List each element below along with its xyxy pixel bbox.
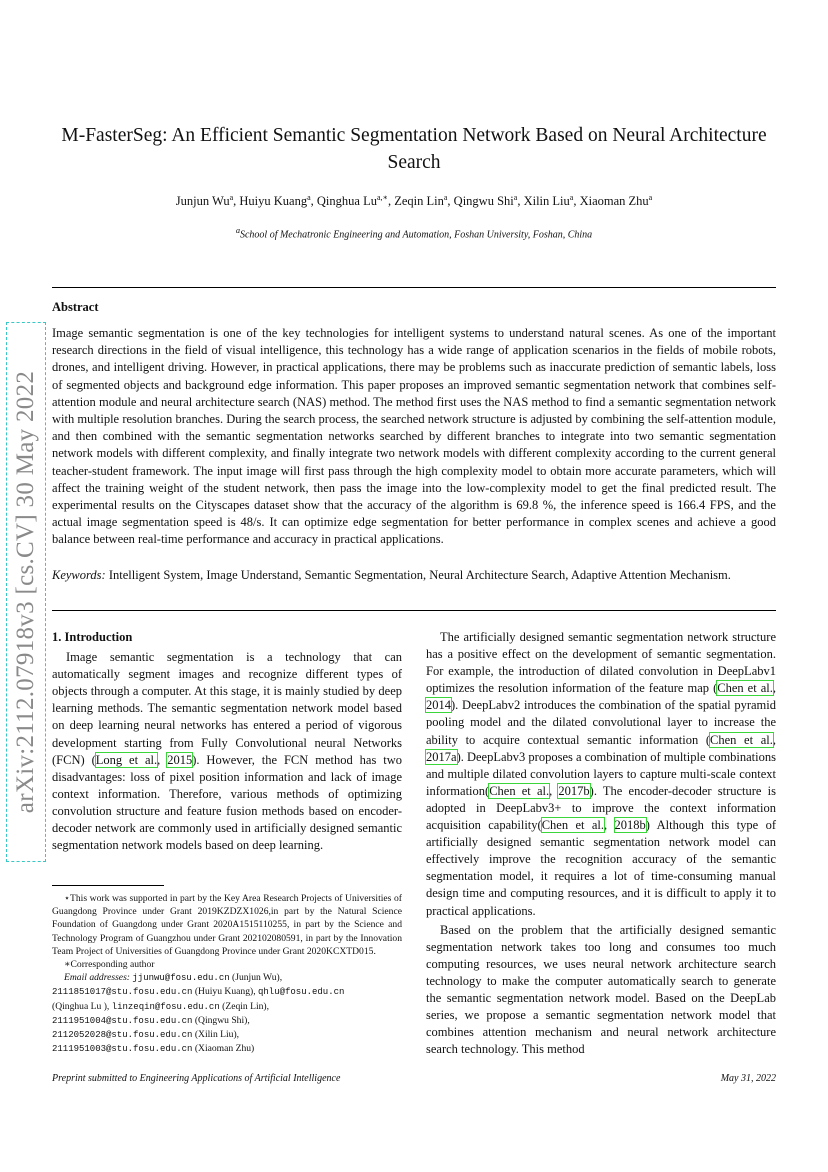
- email-owner: (Junjun Wu),: [232, 972, 283, 984]
- author: Qinghua Lu: [316, 194, 377, 208]
- email-line: [52, 1000, 402, 1014]
- citation-link[interactable]: 2017b: [558, 783, 590, 798]
- footnotes: [52, 892, 402, 1056]
- paper-title: M-FasterSeg: An Efficient Semantic Segmentation Network Based on Neural Architecture Search: [61, 125, 767, 173]
- citation-sep: ,: [157, 752, 168, 767]
- paragraph-text: ). DeepLabv2 introduces the combination of the spatial pyramid pooling model and the dilated convolutional layer to increase the ability to acquire contextual semantic information (: [426, 698, 776, 747]
- paragraph-text: The artificially designed semantic segmentation network structure has a positive effect on the development of semantic segmentation. For example, the introduction of dilated convolution in DeepLabv1 optimizes the resolution information of the feature map (: [426, 630, 776, 696]
- footnote-text: Corresponding author: [70, 959, 155, 971]
- keywords-label: Keywords:: [52, 568, 106, 582]
- email-owner: (Xilin Liu),: [194, 1029, 240, 1041]
- paragraph-text: Image semantic segmentation is a technology that can automatically segment images and recognize different types of objects through a computer. At this stage, it is mainly studied by deep learning methods. The semantic segmentation network model based on deep learning neural networks has entered a period of vigorous development starting from Fully Convolutional neural Networks (FCN) (: [52, 650, 402, 767]
- abstract-heading: Abstract: [52, 300, 99, 314]
- email-link[interactable]: 2111951003@stu.fosu.edu.cn: [52, 1044, 193, 1055]
- citation-link[interactable]: [96, 753, 157, 767]
- citation-link[interactable]: 2017a: [426, 749, 457, 764]
- corresponding-footnote: [52, 958, 402, 971]
- author-mark: a: [648, 192, 653, 202]
- affiliation: [40, 223, 788, 243]
- citation-link[interactable]: Chen et al.: [541, 818, 605, 833]
- footer-date: May 31, 2022: [720, 1073, 776, 1084]
- email-owner: (Zeqin Lin),: [222, 1000, 270, 1012]
- author-mark: a: [443, 192, 448, 202]
- email-line: [52, 985, 402, 999]
- email-owner: (Huiyu Kuang),: [194, 986, 256, 998]
- author-list: Junjun Wu$^a$, Huiyu Kuang$^a$, Qinghua $Lu^{a,∗}$, Zeqin Lin$^a$, Qingwu Shi$^a$, Xilin Liu$^a$, Xiaoman Zhu$^a$: [175, 192, 653, 208]
- email-line: [52, 1014, 402, 1028]
- author: Junjun Wu: [175, 194, 230, 208]
- intro-paragraph: [52, 649, 402, 854]
- paragraph-text: ). The encoder-decoder structure is adopted in DeepLabv3+ to improve the context information acquisition capability(: [426, 783, 776, 833]
- citation-year: 2015: [167, 752, 193, 767]
- author-mark: a: [229, 192, 234, 202]
- author-mark: a: [513, 192, 518, 202]
- arxiv-stamp[interactable]: arXiv:2112.07918v3 [cs.CV] 30 May 2022: [12, 370, 39, 814]
- keywords-text: Intelligent System, Image Understand, Semantic Segmentation, Neural Architecture Search, Adaptive Attention Mechanism.: [108, 568, 731, 582]
- paragraph-text: ) Although this type of artificially designed semantic segmentation network model can effectively improve the recognition accuracy of the semantic segmentation model, it requires a lot of time-consuming manual design time and computing resources, and it is difficult to apply it to practical applications.: [426, 818, 776, 918]
- preprint-footer: Preprint submitted to Engineering Applications of Artificial Intelligence: [52, 1073, 341, 1084]
- email-link[interactable]: 2111851017@stu.fosu.edu.cn: [52, 987, 193, 998]
- author: Xiaoman Zhu: [579, 194, 649, 208]
- paragraph-text: ). However, the FCN method has two disadvantages: loss of pixel position information and lack of image context information. Therefore, various methods of optimizing convolution structure and feature fusion methods based on encoder-decoder network are commonly used in artificially designed semantic segmentation network models based on deep learning.: [52, 752, 402, 853]
- author-mark: a,∗: [376, 192, 388, 202]
- email-link[interactable]: qhlu@fosu.edu.cn: [258, 987, 345, 998]
- footnote-rule: [52, 885, 164, 886]
- email-line: [52, 1028, 402, 1042]
- footnote-text: This work was supported in part by the Key Area Research Projects of Universities of Guangdong Province under Grant 2019KZDZX1026,in part by the Natural Science Foundation of Guangdong under Grant 2020A1515110255, in part by the Science and Technology Program of Guangzhou under Grant 202102080591, in part by the Innovation Team Project of Universities of Guangdong Province under Grant 2020KCXTD015.: [52, 893, 402, 957]
- author: Huiyu Kuang: [239, 194, 308, 208]
- top-rule: [52, 287, 776, 288]
- affiliation-mark: a: [235, 226, 240, 235]
- paragraph: Based on the problem that the artificially designed semantic segmentation network takes too long and consumes too much computing resources, we uses neural network architecture search technology to make the computer automatically search to generate the semantic segmentation network model. Based on the DeepLab series, we propose a semantic segmentation network model that combines attention mechanism and neural network architecture search technology. This method: [426, 922, 776, 1057]
- citation-link[interactable]: [167, 753, 192, 767]
- citation-link[interactable]: Chen et al.: [489, 783, 550, 798]
- author-mark: a: [569, 192, 574, 202]
- right-column: [426, 629, 776, 1058]
- left-column: [52, 629, 402, 854]
- footnote-star: ⋆: [64, 893, 71, 904]
- citation-author: Long et al.: [95, 752, 158, 767]
- author: Xilin Liu: [523, 194, 570, 208]
- citation-link[interactable]: Chen et al.: [710, 732, 773, 747]
- author-mark: a: [307, 192, 311, 202]
- author: Zeqin Lin: [394, 194, 444, 208]
- email-line: [52, 1042, 402, 1056]
- email-link[interactable]: 2112052028@stu.fosu.edu.cn: [52, 1030, 193, 1041]
- author: Qingwu Shi: [453, 194, 514, 208]
- citation-link[interactable]: 2014: [426, 698, 451, 713]
- email-owner: (Qinghua Lu ),: [52, 1000, 110, 1012]
- email-owner: (Xiaoman Zhu): [194, 1043, 255, 1055]
- email-footnote: [52, 971, 402, 985]
- email-owner: (Qingwu Shi),: [194, 1014, 250, 1026]
- email-link[interactable]: jjunwu@fosu.edu.cn: [132, 973, 230, 984]
- footnote-mark: ∗: [64, 959, 71, 971]
- citation-link[interactable]: Chen et al.: [717, 681, 773, 696]
- email-label: Email addresses:: [64, 972, 130, 984]
- abstract-text: Image semantic segmentation is one of the key technologies for intelligent systems to understand natural scenes. As one of the important research directions in the field of visual intelligence, this technology has a wide range of application scenarios in the fields of mobile robots, drones, and intelligent driving. However, in practical applications, there may be problems such as inaccurate prediction of semantic labels, loss of segmented objects and background edge information. This paper proposes an improved semantic segmentation network that combines self-attention module and neural architecture search (NAS) method. The method first uses the NAS method to find a semantic segmentation network with multiple resolution branches. During the search process, the searched network structure is adjusted by combining the self-attention module, and then combined with the semantic segmentation networks searched by different branches to integrate into two semantic segmentation network models with different complexity, and finally integrate two network models with different complexity according to the current general teacher-student framework. The input image will first pass through the high complexity model to obtain more accurate parameters, which will affect the training weight of the student network, then pass the image into the low-complexity model to get the final predicted result. The experimental results on the Cityscapes dataset show that the accuracy of the algorithm is 69.8 %, the inference speed is 166.4 FPS, and the actual image segmentation speed is 48/s. It can optimize edge segmentation for better performance in complex scenes and achieve a good balance between real-time performance and accuracy in practical applications.: [52, 326, 776, 547]
- section-heading: 1. Introduction: [52, 630, 133, 644]
- paragraph-text: ). DeepLabv3 proposes a combination of multiple combinations and multiple dilated convolution layers to capture multi-scale context information(: [426, 749, 776, 798]
- email-link[interactable]: linzeqin@fosu.edu.cn: [111, 1001, 220, 1012]
- affiliation-text: School of Mechatronic Engineering and Automation, Foshan University, Foshan, China: [239, 229, 593, 241]
- paragraph: The artificially designed semantic segmentation network structure has a positive effect on the development of semantic segmentation. For example, the introduction of dilated convolution in DeepLabv1 optimizes the resolution information of the feature map (Chen et al., 2014). DeepLabv2 introduces the combination of the spatial pyramid pooling model and the dilated convolutional layer to increase the ability to acquire contextual semantic information (Chen et al., 2017a). DeepLabv3 proposes a combination of multiple combinations and multiple dilated convolution layers to capture multi-scale context information(Chen et al., 2017b). The encoder-decoder structure is adopted in DeepLabv3+ to improve the context information acquisition capability(Chen et al., 2018b) Although this type of artificially designed semantic segmentation network model can effectively improve the recognition accuracy of the semantic segmentation model, it requires a lot of time-consuming manual design time and computing resources, and it is difficult to apply it to practical applications.: [426, 630, 776, 918]
- email-link[interactable]: 2111951004@stu.fosu.edu.cn: [52, 1015, 193, 1026]
- funding-footnote: [52, 892, 402, 958]
- citation-link[interactable]: 2018b: [614, 818, 646, 833]
- abstract-bottom-rule: [52, 610, 776, 611]
- keywords: [52, 567, 776, 584]
